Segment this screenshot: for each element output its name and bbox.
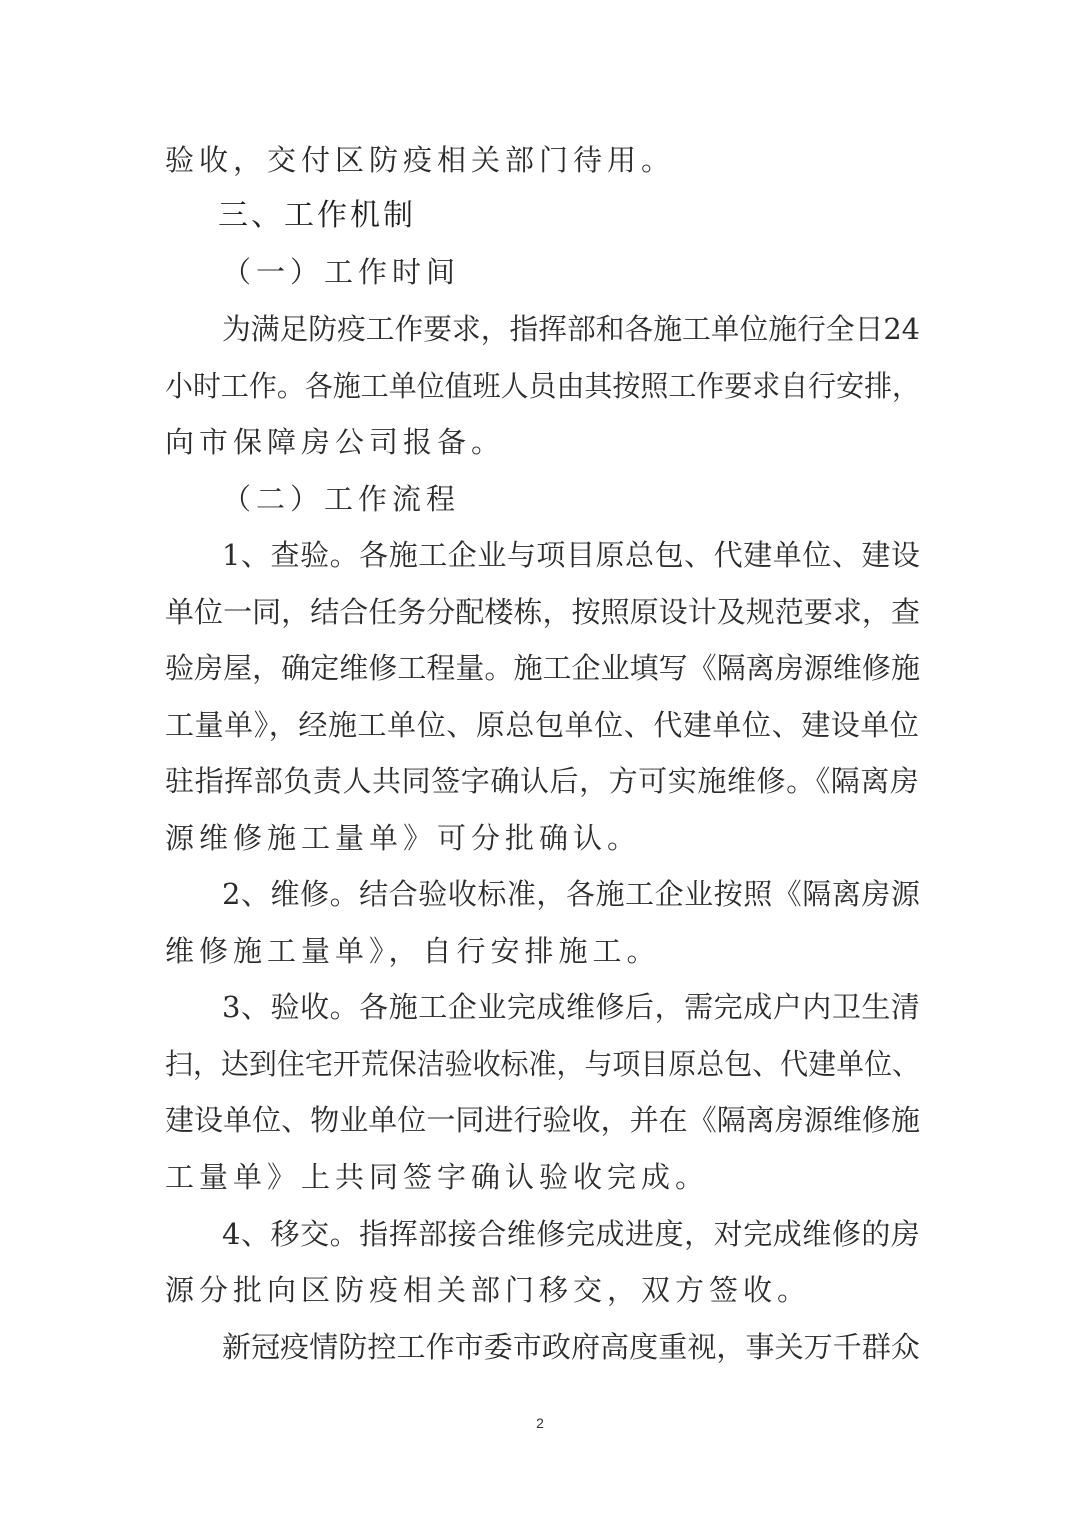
subsection-heading: （一）工作时间 (222, 255, 461, 289)
paragraph-line: 向市保障房公司报备。 (165, 425, 506, 459)
paragraph-line: 工量单》，经施工单位、原总包单位、代建单位、建设单位 (165, 708, 920, 742)
paragraph-line: 驻指挥部负责人共同签字确认后，方可实施维修。《隔离房 (165, 764, 920, 798)
paragraph-line: 3、验收。各施工企业完成维修后，需完成户内卫生清 (222, 990, 921, 1024)
subsection-heading: （二）工作流程 (222, 482, 461, 516)
paragraph-line: 验房屋，确定维修工程量。施工企业填写《隔离房源维修施 (165, 651, 921, 685)
paragraph-line: 小时工作。各施工单位值班人员由其按照工作要求自行安排， (165, 369, 921, 403)
paragraph-line: 建设单位、物业单位一同进行验收，并在《隔离房源维修施 (165, 1103, 921, 1137)
paragraph-line: 源分批向区防疫相关部门移交，双方签收。 (165, 1273, 812, 1307)
paragraph-line: 为满足防疫工作要求，指挥部和各施工单位施行全日24 (222, 312, 920, 346)
page-number: 2 (536, 1415, 544, 1431)
paragraph-line: 1、查验。各施工企业与项目原总包、代建单位、建设 (222, 538, 921, 572)
paragraph-line: 单位一同，结合任务分配楼栋，按照原设计及规范要求，查 (165, 595, 921, 629)
paragraph-line: 2、维修。结合验收标准，各施工企业按照《隔离房源 (222, 877, 921, 911)
paragraph-line: 新冠疫情防控工作市委市政府高度重视，事关万千群众 (222, 1330, 921, 1364)
paragraph-line: 维修施工量单》，自行安排施工。 (165, 934, 661, 968)
paragraph-line: 扫，达到住宅开荒保洁验收标准，与项目原总包、代建单位、 (165, 1047, 921, 1081)
paragraph-line: 工量单》上共同签字确认验收完成。 (165, 1160, 710, 1194)
section-heading: 三、工作机制 (218, 198, 416, 233)
paragraph-line: 4、移交。指挥部接合维修完成进度，对完成维修的房 (222, 1217, 921, 1251)
paragraph-line: 源维修施工量单》可分批确认。 (165, 821, 642, 855)
paragraph-line: 验收，交付区防疫相关部门待用。 (165, 143, 676, 177)
